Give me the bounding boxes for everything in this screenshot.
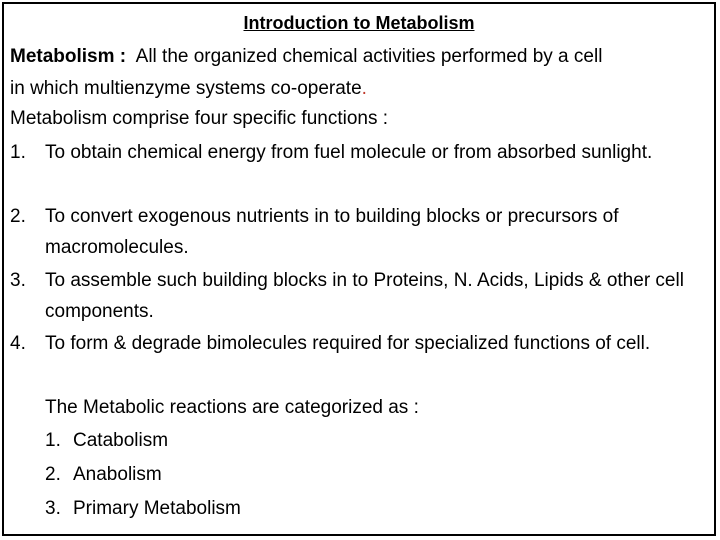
function-number: 3. [10, 270, 26, 291]
function-number: 2. [10, 206, 26, 227]
category-number: 1. [45, 430, 61, 451]
function-text: To convert exogenous nutrients in to building blocks or precursors of macromolecules. [45, 206, 619, 258]
category-item [45, 430, 168, 452]
category-label: Catabolism [73, 430, 169, 451]
definition-line-2 [10, 78, 367, 100]
function-text: To obtain chemical energy from fuel molecule or from absorbed sunlight. [45, 142, 653, 163]
definition-term: Metabolism : [10, 46, 127, 67]
definition-period: . [361, 78, 367, 99]
function-number: 4. [10, 333, 26, 354]
definition-text-2: in which multienzyme systems co-operate [10, 78, 362, 99]
category-number: 3. [45, 498, 61, 519]
category-label: Primary Metabolism [73, 498, 241, 519]
page-title: Introduction to Metabolism [243, 13, 475, 33]
definition-line-1 [10, 46, 602, 68]
function-text: To assemble such building blocks in to Proteins, N. Acids, Lipids & other cell components. [45, 270, 684, 322]
definition-text-1: All the organized chemical activities performed by a cell [135, 46, 603, 67]
function-text: To form & degrade bimolecules required for specialized functions of cell. [45, 333, 651, 354]
category-label: Anabolism [73, 464, 162, 485]
category-item [45, 498, 241, 520]
functions-intro: Metabolism comprise four specific functions : [10, 108, 389, 129]
function-number: 1. [10, 142, 26, 163]
slide-frame [2, 2, 716, 536]
category-item [45, 464, 162, 486]
categories-intro: The Metabolic reactions are categorized as : [45, 397, 419, 418]
category-number: 2. [45, 464, 61, 485]
